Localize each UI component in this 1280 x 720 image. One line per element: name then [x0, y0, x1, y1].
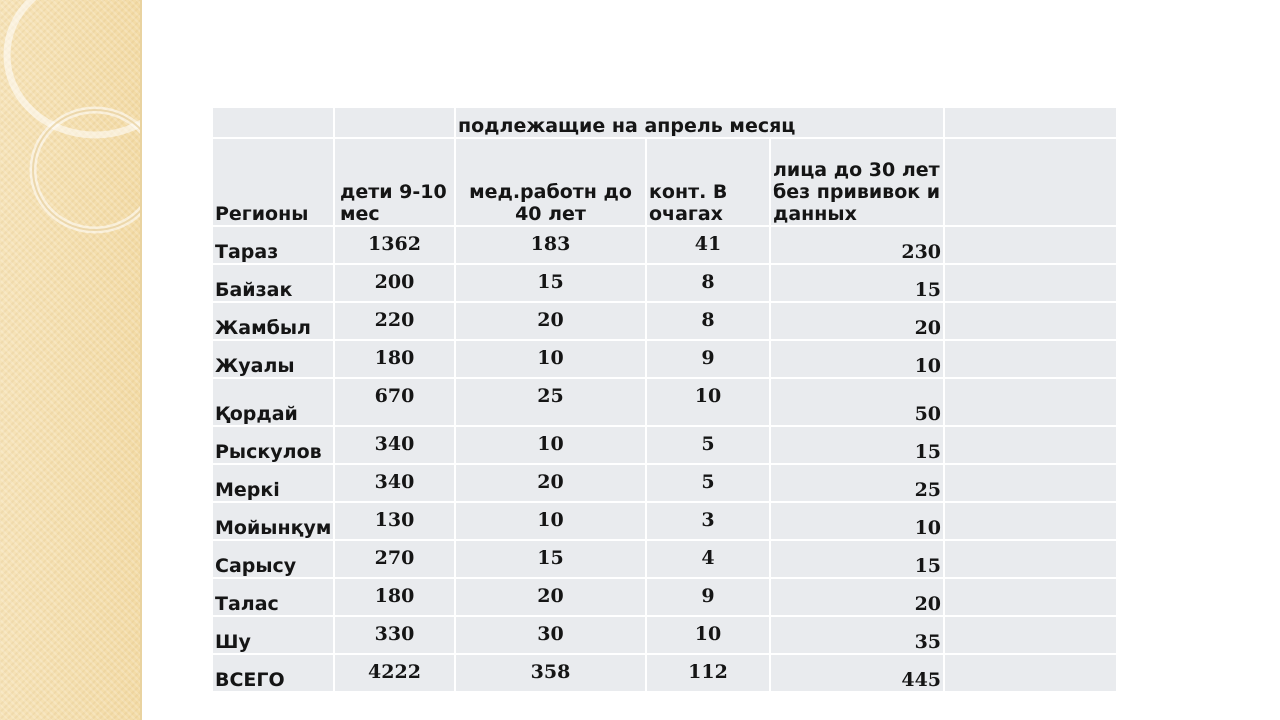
region-cell: Жуалы	[213, 340, 334, 378]
region-cell: Жамбыл	[213, 302, 334, 340]
contacts-count-cell: 112	[646, 654, 770, 692]
contacts-count-cell: 4	[646, 540, 770, 578]
contacts-count-cell: 9	[646, 578, 770, 616]
region-cell: Меркі	[213, 464, 334, 502]
children-count-cell: 1362	[334, 226, 455, 264]
empty-cell	[944, 426, 1117, 464]
contacts-count-cell: 3	[646, 502, 770, 540]
persons-count-cell: 15	[770, 264, 944, 302]
decorative-sidebar	[0, 0, 142, 720]
table-row	[213, 578, 1117, 616]
group-header-row	[213, 108, 1117, 138]
persons-count-cell: 230	[770, 226, 944, 264]
contacts-count-cell: 41	[646, 226, 770, 264]
empty-cell	[944, 302, 1117, 340]
children-count-cell: 270	[334, 540, 455, 578]
empty-cell	[944, 108, 1117, 138]
region-cell: ВСЕГО	[213, 654, 334, 692]
empty-cell	[213, 108, 334, 138]
medical-count-cell: 25	[455, 378, 646, 426]
table-row	[213, 540, 1117, 578]
table-row	[213, 340, 1117, 378]
table-row	[213, 502, 1117, 540]
header-region: Регионы	[213, 138, 334, 226]
region-cell: Шу	[213, 616, 334, 654]
rings-decoration-icon	[0, 0, 142, 720]
medical-count-cell: 10	[455, 340, 646, 378]
table-row	[213, 302, 1117, 340]
table-row	[213, 654, 1117, 692]
persons-count-cell: 10	[770, 502, 944, 540]
children-count-cell: 330	[334, 616, 455, 654]
region-cell: Мойынқум	[213, 502, 334, 540]
contacts-count-cell: 10	[646, 378, 770, 426]
region-cell: Қордай	[213, 378, 334, 426]
medical-count-cell: 10	[455, 502, 646, 540]
persons-count-cell: 15	[770, 426, 944, 464]
header-persons: лица до 30 лет без прививок и данных	[770, 138, 944, 226]
medical-count-cell: 20	[455, 302, 646, 340]
empty-cell	[944, 654, 1117, 692]
persons-count-cell: 20	[770, 578, 944, 616]
empty-cell	[944, 502, 1117, 540]
children-count-cell: 130	[334, 502, 455, 540]
vaccination-table	[213, 108, 1118, 693]
medical-count-cell: 20	[455, 464, 646, 502]
empty-cell	[944, 226, 1117, 264]
medical-count-cell: 358	[455, 654, 646, 692]
medical-count-cell: 15	[455, 540, 646, 578]
group-header: подлежащие на апрель месяц	[455, 108, 944, 138]
empty-cell	[944, 378, 1117, 426]
children-count-cell: 200	[334, 264, 455, 302]
region-cell: Рыскулов	[213, 426, 334, 464]
region-cell: Байзак	[213, 264, 334, 302]
medical-count-cell: 10	[455, 426, 646, 464]
contacts-count-cell: 5	[646, 426, 770, 464]
children-count-cell: 180	[334, 578, 455, 616]
children-count-cell: 340	[334, 464, 455, 502]
children-count-cell: 220	[334, 302, 455, 340]
persons-count-cell: 50	[770, 378, 944, 426]
empty-cell	[944, 464, 1117, 502]
empty-cell	[944, 540, 1117, 578]
region-cell: Сарысу	[213, 540, 334, 578]
empty-cell	[944, 340, 1117, 378]
empty-cell	[944, 616, 1117, 654]
persons-count-cell: 10	[770, 340, 944, 378]
empty-cell	[334, 108, 455, 138]
medical-count-cell: 183	[455, 226, 646, 264]
table-row	[213, 464, 1117, 502]
table-row	[213, 264, 1117, 302]
contacts-count-cell: 9	[646, 340, 770, 378]
table-row	[213, 378, 1117, 426]
persons-count-cell: 35	[770, 616, 944, 654]
region-cell: Тараз	[213, 226, 334, 264]
table-row	[213, 426, 1117, 464]
medical-count-cell: 20	[455, 578, 646, 616]
table-row	[213, 616, 1117, 654]
contacts-count-cell: 10	[646, 616, 770, 654]
contacts-count-cell: 8	[646, 302, 770, 340]
medical-count-cell: 30	[455, 616, 646, 654]
persons-count-cell: 445	[770, 654, 944, 692]
persons-count-cell: 15	[770, 540, 944, 578]
table-row	[213, 226, 1117, 264]
empty-cell	[944, 578, 1117, 616]
children-count-cell: 4222	[334, 654, 455, 692]
persons-count-cell: 20	[770, 302, 944, 340]
header-children: дети 9-10 мес	[334, 138, 455, 226]
region-cell: Талас	[213, 578, 334, 616]
contacts-count-cell: 8	[646, 264, 770, 302]
children-count-cell: 670	[334, 378, 455, 426]
empty-cell	[944, 264, 1117, 302]
header-contacts: конт. В очагах	[646, 138, 770, 226]
empty-cell	[944, 138, 1117, 226]
contacts-count-cell: 5	[646, 464, 770, 502]
children-count-cell: 340	[334, 426, 455, 464]
header-medical: мед.работн до 40 лет	[455, 138, 646, 226]
column-header-row	[213, 138, 1117, 226]
persons-count-cell: 25	[770, 464, 944, 502]
children-count-cell: 180	[334, 340, 455, 378]
medical-count-cell: 15	[455, 264, 646, 302]
